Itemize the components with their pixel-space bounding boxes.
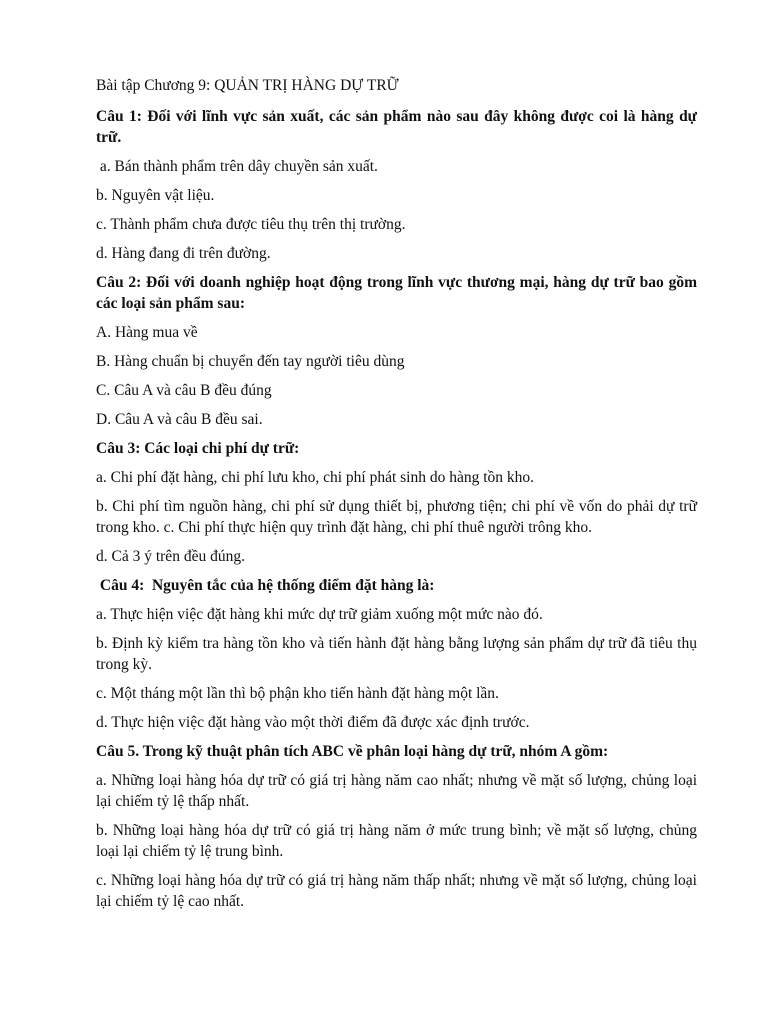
- answer-option: B. Hàng chuẩn bị chuyển đến tay người tiêu dùng: [96, 353, 405, 370]
- question-text: Câu 1: Đối với lĩnh vực sản xuất, các sản phẩm nào sau đây không được coi là hàng dự trữ.: [96, 108, 697, 146]
- answer-option: D. Câu A và câu B đều sai.: [96, 411, 263, 428]
- answer-option: b. Chi phí tìm nguồn hàng, chi phí sử dụng thiết bị, phương tiện; chi phí về vốn do phải dự trữ trong kho. c. Chi phí thực hiện quy trình đặt hàng, chi phí thuê người trông kho.: [96, 498, 697, 536]
- question-4: [96, 575, 697, 733]
- answer-option: c. Thành phẩm chưa được tiêu thụ trên thị trường.: [96, 216, 406, 233]
- answer-option: a. Những loại hàng hóa dự trữ có giá trị hàng năm cao nhất; nhưng về mặt số lượng, chủng loại lại chiếm tỷ lệ thấp nhất.: [96, 772, 697, 810]
- question-2: [96, 272, 697, 430]
- answer-option: a. Thực hiện việc đặt hàng khi mức dự trữ giảm xuống một mức nào đó.: [96, 606, 543, 623]
- answer-option: a. Chi phí đặt hàng, chi phí lưu kho, chi phí phát sinh do hàng tồn kho.: [96, 469, 535, 486]
- answer-option: d. Hàng đang đi trên đường.: [96, 245, 271, 262]
- question-text: Câu 5. Trong kỹ thuật phân tích ABC về phân loại hàng dự trữ, nhóm A gồm:: [96, 743, 609, 760]
- question-text: Câu 2: Đối với doanh nghiệp hoạt động trong lĩnh vực thương mại, hàng dự trữ bao gồm các loại sản phẩm sau:: [96, 274, 697, 312]
- question-3: [96, 438, 697, 567]
- answer-option: d. Thực hiện việc đặt hàng vào một thời điểm đã được xác định trước.: [96, 714, 530, 731]
- answer-option: A. Hàng mua về: [96, 324, 198, 341]
- answer-option: a. Bán thành phẩm trên dây chuyền sản xuất.: [96, 158, 378, 175]
- answer-option: c. Những loại hàng hóa dự trữ có giá trị hàng năm thấp nhất; nhưng về mặt số lượng, chủng loại lại chiếm tỷ lệ cao nhất.: [96, 872, 697, 910]
- question-1: [96, 106, 697, 264]
- answer-option: b. Những loại hàng hóa dự trữ có giá trị hàng năm ở mức trung bình; về mặt số lượng, chủng loại lại chiếm tỷ lệ trung bình.: [96, 822, 697, 860]
- answer-option: d. Cả 3 ý trên đều đúng.: [96, 548, 245, 565]
- answer-option: C. Câu A và câu B đều đúng: [96, 382, 272, 399]
- answer-option: c. Một tháng một lần thì bộ phận kho tiến hành đặt hàng một lần.: [96, 685, 499, 702]
- answer-option: b. Nguyên vật liệu.: [96, 187, 215, 204]
- question-text: Câu 3: Các loại chi phí dự trữ:: [96, 440, 300, 457]
- question-text: Câu 4: Nguyên tắc của hệ thống điểm đặt hàng là:: [96, 577, 435, 594]
- answer-option: b. Định kỳ kiểm tra hàng tồn kho và tiến hành đặt hàng bằng lượng sản phẩm dự trữ đã tiêu thụ trong kỳ.: [96, 635, 697, 673]
- document-page: [96, 76, 697, 920]
- question-5: [96, 741, 697, 912]
- document-title: Bài tập Chương 9: QUẢN TRỊ HÀNG DỰ TRỮ: [96, 77, 399, 94]
